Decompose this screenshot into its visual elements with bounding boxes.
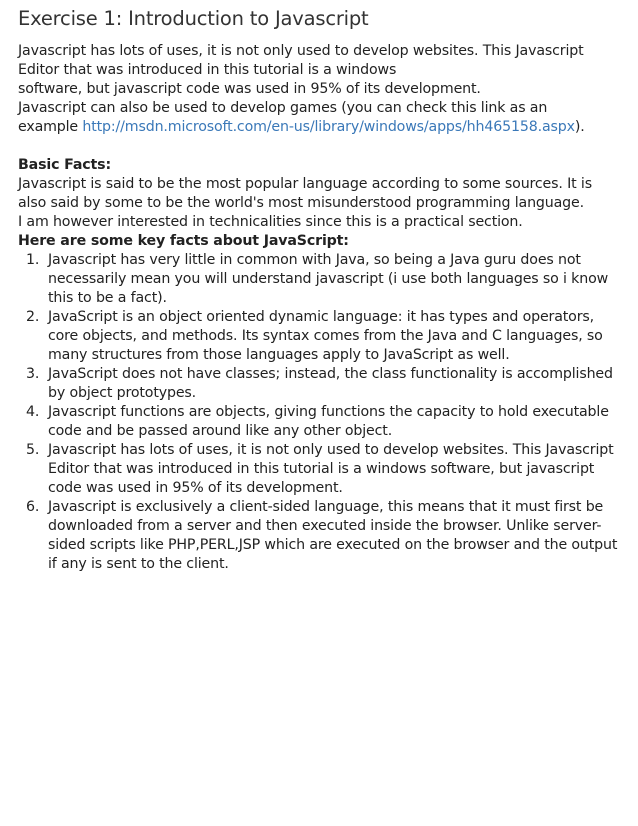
- basic-facts-line: Javascript is said to be the most popular language according to some sources. It is: [18, 176, 592, 192]
- intro-paragraph: [18, 42, 630, 137]
- basic-facts-section: [18, 156, 630, 251]
- basic-facts-line: I am however interested in technicalities since this is a practical section.: [18, 214, 523, 230]
- list-item-line: by object prototypes.: [48, 385, 197, 401]
- basic-facts-line: also said by some to be the world's most misunderstood programming language.: [18, 195, 584, 211]
- list-item: [18, 365, 630, 403]
- list-item-number: 6.: [26, 499, 40, 515]
- list-item-number: 3.: [26, 366, 40, 382]
- list-item-line: if any is sent to the client.: [48, 556, 229, 572]
- list-item-line: necessarily mean you will understand javascript (i use both languages so i know: [48, 271, 609, 287]
- list-item-line: Javascript has lots of uses, it is not only used to develop websites. This Javascript: [48, 442, 614, 458]
- list-item-line: Javascript has very little in common with Java, so being a Java guru does not: [48, 252, 581, 268]
- list-item: [18, 308, 630, 365]
- list-item-line: downloaded from a server and then executed inside the browser. Unlike server-: [48, 518, 602, 534]
- intro-last-line: [18, 118, 630, 137]
- list-item: [18, 441, 630, 498]
- key-facts-list: [18, 251, 630, 574]
- intro-last-suffix: ).: [574, 119, 585, 135]
- spacer: [18, 137, 630, 156]
- basic-facts-heading: Basic Facts:: [18, 157, 111, 173]
- list-item-line: code was used in 95% of its development.: [48, 480, 343, 496]
- intro-line: Javascript can also be used to develop games (you can check this link as an: [18, 100, 548, 116]
- list-item-line: sided scripts like PHP,PERL,JSP which are executed on the browser and the output: [48, 537, 618, 553]
- list-item-number: 2.: [26, 309, 40, 325]
- list-item-line: core objects, and methods. Its syntax comes from the Java and C languages, so: [48, 328, 603, 344]
- list-item-line: Javascript functions are objects, giving functions the capacity to hold executable: [48, 404, 609, 420]
- list-item-number: 5.: [26, 442, 40, 458]
- key-facts-heading: Here are some key facts about JavaScript:: [18, 233, 349, 249]
- list-item-line: many structures from those languages apply to JavaScript as well.: [48, 347, 510, 363]
- intro-line: software, but javascript code was used in 95% of its development.: [18, 81, 481, 97]
- intro-line: Editor that was introduced in this tutorial is a windows: [18, 62, 397, 78]
- list-item-number: 1.: [26, 252, 40, 268]
- list-item-number: 4.: [26, 404, 40, 420]
- list-item-line: JavaScript does not have classes; instead, the class functionality is accomplished: [48, 366, 613, 382]
- document-page: [18, 6, 630, 574]
- list-item: [18, 498, 630, 574]
- list-item-line: this to be a fact).: [48, 290, 167, 306]
- list-item: [18, 251, 630, 308]
- msdn-link[interactable]: http://msdn.microsoft.com/en-us/library/windows/apps/hh465158.aspx: [82, 119, 575, 135]
- intro-line: Javascript has lots of uses, it is not only used to develop websites. This Javascript: [18, 43, 584, 59]
- intro-last-prefix: example: [18, 119, 83, 135]
- page-title: Exercise 1: Introduction to Javascript: [18, 7, 369, 30]
- list-item-line: Editor that was introduced in this tutorial is a windows software, but javascript: [48, 461, 595, 477]
- list-item-line: JavaScript is an object oriented dynamic language: it has types and operators,: [48, 309, 594, 325]
- list-item-line: code and be passed around like any other object.: [48, 423, 393, 439]
- list-item: [18, 403, 630, 441]
- list-item-line: Javascript is exclusively a client-sided language, this means that it must first be: [48, 499, 604, 515]
